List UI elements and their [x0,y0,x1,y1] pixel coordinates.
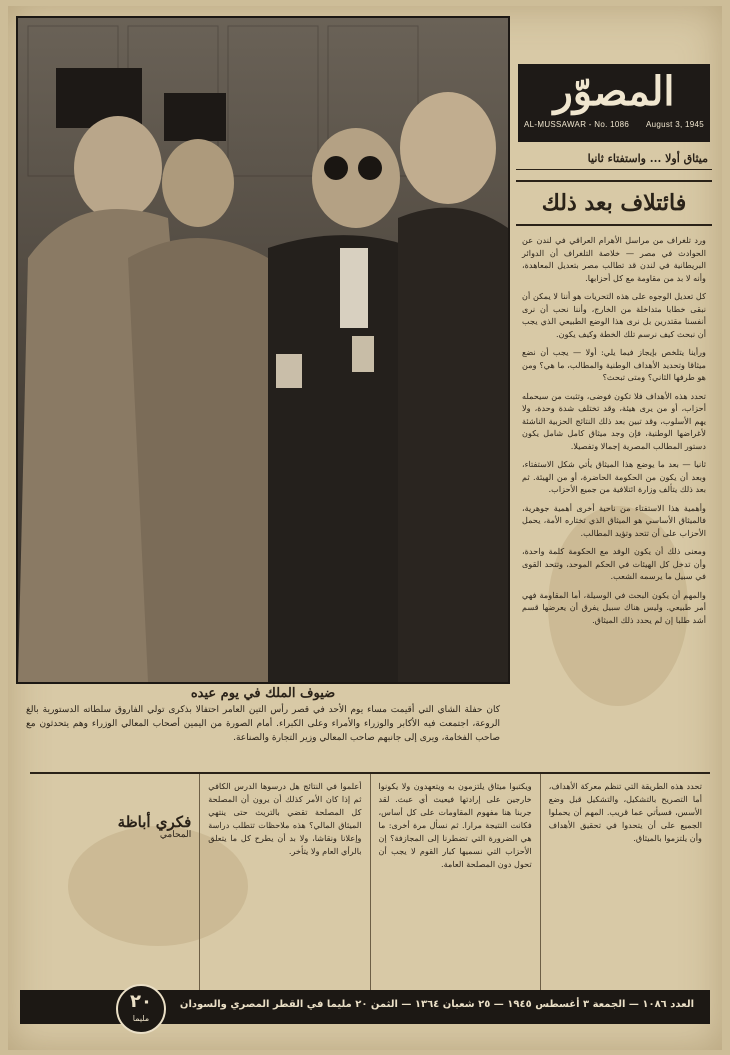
masthead-sub [518,120,710,129]
footer-text: العدد ١٠٨٦ — الجمعة ٣ أغسطس ١٩٤٥ — ٢٥ شعبان ١٣٦٤ — الثمن ٢٠ مليما في القطر المصري والسودان [179,999,694,1010]
editorial-headline: فائتلاف بعد ذلك [516,180,712,226]
photo-caption [16,682,510,764]
paragraph: ورد تلغراف من مراسل الأهرام العراقي في لندن عن الحوادث في مصر — خلاصة التلغراف أن الدوائر البريطانية في لندن قد تطالب مصر بتعديل المعاهدة، وأنه لا بد من مقاومة مع كل أحزابها. [522,235,706,283]
article-column: ويكتبوا ميثاق يلتزمون به ويتعهدون ولا يكونوا خارجين على إرادتها فيعيث أي عبث. لقد جربنا هنا مفهوم المقاومات على كل أساس، فكانت النتيجة مرارا. ثم نسأل مرة أخرى: ما هي الضرورة التي تضطرنا إلى المجازفة؟ إن الأحزاب التي نسميها كبار القوم لا يجب أن تحول دون المصلحة العامة. [370,774,540,990]
price-badge [116,984,166,1034]
author-signature: فكري أباظة [117,813,192,831]
paragraph: ورأينا يتلخص بإيجاز فيما يلي: أولا — يجب أن نضع ميثاقا وتحديد الأهداف الوطنية والمطالب، ما هي؟ ومن هو طرفها الثاني؟ ومتى تبحث؟ [522,347,706,382]
paragraph: ثانيا — بعد ما يوضع هذا الميثاق يأتي شكل الاستفتاء، وبعد أن يكون من الحكومة الحاضرة، أو من الهيئة. ثم بعد ذلك يتألف وزارة ائتلافية من جميع الأحزاب. [522,459,706,494]
photo-illustration [18,18,508,682]
price-unit: مليما [132,1014,150,1023]
bottom-columns [30,774,710,990]
article-column: تحدد هذه الطريقة التي تنظم معركة الأهداف، أما التصريح بالتشكيل، والتشكيل قبل وضع الأسس، فسيأتي عما قريب. المهم أن يحملوا الجميع على أن يتحدوا في تحقيق الأهداف وأن يلتزموا بالميثاق. [540,774,710,990]
caption-text: كان حفلة الشاي التي أقيمت مساء يوم الأحد في قصر رأس التين العامر احتفالا بذكرى تولي الفاروق سلطاته الدستورية بالغ الروعة، اجتمعت فيه الأكابر والوزراء والأمراء وعلى الكبراء. أمام الصورة من اليمين أصحاب المعالي الوزراء وهم يتحدثون مع صاحب الفخامة، ويرى إلى جانبهم صاحب المعالي وزير التجارة والصناعة. [26,705,500,743]
article-column: أعلموا في النتائج هل درسوها الدرس الكافي ثم إذا كان الأمر كذلك أن يرون أن المصلحة كل المصلحة تقضي بالتريث حتى ينتهي الميثاق المالي؟ هذه ملاحظات تتطلب دراسة وإعلانا ونقاشا، ولا بد أن يطرح كل ما يتعلق بالرأي العام ولا يتأخر. [199,774,369,990]
caption-title: ضيوف الملك في يوم عيده [190,686,336,701]
author-role: المحامي [159,830,192,840]
signature-column [30,774,199,990]
issue-number: AL-MUSSAWAR - No. 1086 [524,120,630,129]
masthead-logo: المصوّر [553,68,675,115]
paragraph: ومعنى ذلك أن يكون الوفد مع الحكومة كلمة واحدة، وأن تدخل كل الهيئات في الحكم الموحد، وتتحد القوى في سبيل ما يرسمه الشعب. [522,546,706,581]
front-photo [16,16,510,684]
masthead [518,64,710,142]
issue-date: August 3, 1945 [645,120,704,129]
paragraph: والمهم أن يكون البحث في الوسيلة، أما المقاومة فهي أمر طبيعي. وليس هناك سبيل يفرق أن يعرضها قسم أشد طلبا إن لم يحدد ذلك الميثاق. [522,589,706,625]
paragraph: وأهمية هذا الاستفتاء من ناحية أخرى أهمية جوهرية، فالميثاق الأساسي هو الميثاق الذي تختاره الأمة، يحمل الأحزاب على أن تتحد وتؤيد المطالب. [522,502,706,538]
editorial-kicker: ميثاق أولا ... واستفتاء ثانيا [516,150,712,170]
paragraph: كل تعديل الوجوه على هذه التحريات هو أننا لا يمكن أن نبقى خطابا متداخلة من الخارج، وأننا نحب أن نرى أنفسنا مقتدرين بل نرى هذا الوضع الطبيعي الذي يجب أن نبحث كيف نرسم تلك الخطة وكيف يكون. [522,291,706,339]
price-number: ٢٠ [130,991,152,1012]
paragraph: تحدد هذه الأهداف فلا تكون فوضى، وتثبت من سيحمله أحزاب، أو من يرى هيئة، وقد تختلف شدة وحدة، ولا يهم الأسلوب، وقد تبين بعد ذلك النتائج الحزبية الناشئة لأغراضها الوطنية، فإن وجد ميثاق كامل شامل يكون دستور المطالب المصرية إجمالا وتفصيلا. [522,390,706,451]
footer-bar [20,990,710,1024]
editorial-body [516,234,712,626]
bottom-article [30,772,710,990]
